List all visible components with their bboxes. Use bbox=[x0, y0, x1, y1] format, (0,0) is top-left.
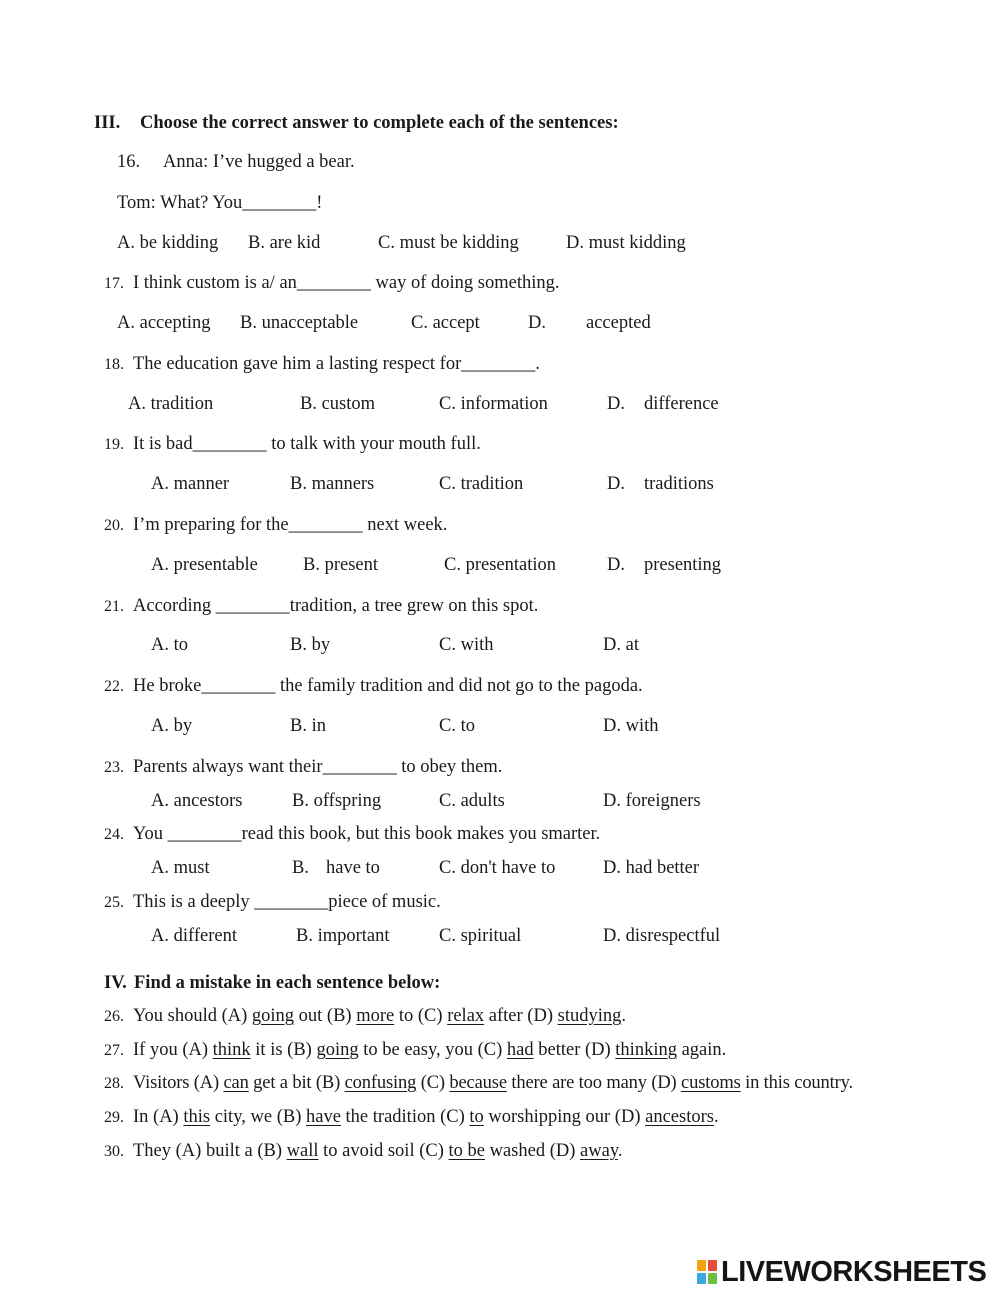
underlined-option-b[interactable]: have bbox=[305, 1107, 341, 1127]
sentence-part: You should (A) bbox=[133, 1006, 252, 1026]
question-number: 23. bbox=[104, 759, 124, 776]
sentence-number: 29. bbox=[104, 1109, 124, 1126]
option-b-text[interactable]: have to bbox=[326, 858, 380, 878]
option-d-letter[interactable]: D. bbox=[607, 394, 625, 414]
option-c[interactable]: C. spiritual bbox=[439, 926, 522, 946]
underlined-option-a[interactable]: think bbox=[212, 1040, 251, 1060]
question-stem: It is bad________ to talk with your mouth full. bbox=[133, 434, 481, 454]
logo-text: LIVEWORKSHEETS bbox=[721, 1256, 987, 1288]
option-d[interactable]: D. had better bbox=[603, 858, 700, 878]
sentence-number: 28. bbox=[104, 1075, 124, 1092]
sentence-number: 30. bbox=[104, 1143, 124, 1160]
question-number: 22. bbox=[104, 678, 124, 695]
option-a[interactable]: A. by bbox=[151, 716, 193, 736]
option-c[interactable]: C. tradition bbox=[439, 474, 524, 494]
logo-square bbox=[697, 1260, 706, 1271]
sentence-part: to (C) bbox=[394, 1006, 448, 1026]
question-stem-reply: Tom: What? You________! bbox=[117, 193, 323, 213]
section-iii-title: Choose the correct answer to complete each of the sentences: bbox=[140, 113, 619, 133]
option-d[interactable]: D. with bbox=[603, 716, 659, 736]
sentence-part: better (D) bbox=[533, 1040, 616, 1060]
sentence-text bbox=[133, 1072, 853, 1094]
underlined-option-d[interactable]: thinking bbox=[615, 1040, 677, 1060]
sentence-part: Visitors (A) bbox=[133, 1073, 224, 1093]
option-b[interactable]: B. offspring bbox=[292, 791, 382, 811]
option-a[interactable]: A. manner bbox=[151, 474, 230, 494]
option-b[interactable]: B. are kid bbox=[248, 233, 321, 253]
option-d[interactable]: D. must kidding bbox=[566, 233, 686, 253]
sentence-part: get a bit (B) bbox=[248, 1073, 345, 1093]
option-b[interactable]: B. custom bbox=[300, 394, 376, 414]
sentence-part: In (A) bbox=[133, 1107, 184, 1127]
option-b[interactable]: B. present bbox=[303, 555, 379, 575]
sentence-text bbox=[133, 1106, 719, 1128]
sentence-number: 27. bbox=[104, 1042, 124, 1059]
underlined-option-d[interactable]: ancestors bbox=[645, 1107, 714, 1127]
sentence-part: it is (B) bbox=[250, 1040, 317, 1060]
sentence-part: . bbox=[713, 1107, 719, 1127]
option-d-letter[interactable]: D. bbox=[607, 555, 625, 575]
section-iv-numeral: IV. bbox=[104, 973, 127, 993]
option-c[interactable]: C. with bbox=[439, 635, 494, 655]
question-number: 25. bbox=[104, 894, 124, 911]
question-number: 21. bbox=[104, 598, 124, 615]
option-c[interactable]: C. information bbox=[439, 394, 548, 414]
option-a[interactable]: A. tradition bbox=[128, 394, 214, 414]
option-d-text[interactable]: presenting bbox=[644, 555, 722, 575]
underlined-option-b[interactable]: confusing bbox=[344, 1073, 417, 1093]
sentence-part: washed (D) bbox=[484, 1141, 581, 1161]
option-c[interactable]: C. presentation bbox=[444, 555, 557, 575]
sentence-part: in this country. bbox=[740, 1073, 854, 1093]
option-b-letter[interactable]: B. bbox=[292, 858, 309, 878]
option-d-letter[interactable]: D. bbox=[607, 474, 625, 494]
sentence-part: again. bbox=[676, 1040, 727, 1060]
logo-square bbox=[697, 1273, 706, 1284]
sentence-part: worshipping our (D) bbox=[483, 1107, 646, 1127]
option-c[interactable]: C. must be kidding bbox=[378, 233, 519, 253]
sentence-part: . bbox=[621, 1006, 626, 1026]
question-stem: This is a deeply ________piece of music. bbox=[133, 892, 441, 912]
option-a[interactable]: A. be kidding bbox=[117, 233, 219, 253]
underlined-option-c[interactable]: relax bbox=[447, 1006, 485, 1026]
question-stem: He broke________ the family tradition and did not go to the pagoda. bbox=[133, 676, 643, 696]
sentence-part: the tradition (C) bbox=[340, 1107, 470, 1127]
question-stem: I’m preparing for the________ next week. bbox=[133, 515, 448, 535]
option-d-letter[interactable]: D. bbox=[528, 313, 546, 333]
option-c[interactable]: C. to bbox=[439, 716, 475, 736]
sentence-part: after (D) bbox=[484, 1006, 558, 1026]
option-b[interactable]: B. manners bbox=[290, 474, 375, 494]
option-a[interactable]: A. must bbox=[151, 858, 210, 878]
option-b[interactable]: B. in bbox=[290, 716, 326, 736]
sentence-part: to avoid soil (C) bbox=[318, 1141, 449, 1161]
underlined-option-d[interactable]: away bbox=[580, 1141, 618, 1161]
option-d-text[interactable]: traditions bbox=[644, 474, 714, 494]
option-a[interactable]: A. ancestors bbox=[151, 791, 243, 811]
question-stem: You ________read this book, but this book makes you smarter. bbox=[133, 824, 601, 844]
option-d-text[interactable]: accepted bbox=[586, 313, 651, 333]
sentence-text bbox=[133, 1005, 626, 1027]
sentence-part: city, we (B) bbox=[210, 1107, 306, 1127]
underlined-option-a[interactable]: this bbox=[183, 1107, 211, 1127]
section-iii-numeral: III. bbox=[94, 113, 121, 133]
question-number: 20. bbox=[104, 517, 124, 534]
sentence-number: 26. bbox=[104, 1008, 124, 1025]
option-d[interactable]: D. at bbox=[603, 635, 639, 655]
option-c[interactable]: C. adults bbox=[439, 791, 505, 811]
question-number: 16. bbox=[117, 152, 141, 172]
liveworksheets-logo bbox=[697, 1255, 986, 1289]
underlined-option-d[interactable]: studying bbox=[557, 1006, 622, 1026]
sentence-text bbox=[133, 1140, 623, 1162]
question-number: 19. bbox=[104, 436, 124, 453]
logo-square bbox=[708, 1273, 717, 1284]
question-stem: The education gave him a lasting respect for________. bbox=[133, 354, 540, 374]
underlined-option-d[interactable]: customs bbox=[681, 1073, 741, 1093]
logo-mark-icon bbox=[697, 1260, 717, 1284]
option-d[interactable]: D. disrespectful bbox=[603, 926, 721, 946]
option-a[interactable]: A. to bbox=[151, 635, 188, 655]
option-d[interactable]: D. foreigners bbox=[603, 791, 701, 811]
underlined-option-c[interactable]: because bbox=[449, 1073, 507, 1093]
option-a[interactable]: A. accepting bbox=[117, 313, 211, 333]
sentence-text bbox=[133, 1039, 726, 1061]
option-d-text[interactable]: difference bbox=[644, 394, 719, 414]
underlined-option-c[interactable]: to be bbox=[448, 1141, 485, 1161]
question-number: 24. bbox=[104, 826, 124, 843]
underlined-option-c[interactable]: to bbox=[469, 1107, 484, 1127]
underlined-option-b[interactable]: going bbox=[316, 1040, 359, 1060]
option-c[interactable]: C. accept bbox=[411, 313, 480, 333]
question-stem: Anna: I’ve hugged a bear. bbox=[163, 152, 355, 172]
sentence-part: to be easy, you (C) bbox=[358, 1040, 507, 1060]
sentence-part: out (B) bbox=[294, 1006, 357, 1026]
question-number: 17. bbox=[104, 275, 124, 292]
option-b[interactable]: B. by bbox=[290, 635, 331, 655]
section-iv-title: Find a mistake in each sentence below: bbox=[134, 973, 441, 993]
underlined-option-b[interactable]: wall bbox=[286, 1141, 319, 1161]
sentence-part: . bbox=[617, 1141, 623, 1161]
underlined-option-a[interactable]: can bbox=[223, 1073, 249, 1093]
question-number: 18. bbox=[104, 356, 124, 373]
sentence-part: If you (A) bbox=[133, 1040, 213, 1060]
option-a[interactable]: A. presentable bbox=[151, 555, 258, 575]
option-a[interactable]: A. different bbox=[151, 926, 237, 946]
sentence-part: there are too many (D) bbox=[506, 1073, 682, 1093]
option-b[interactable]: B. important bbox=[296, 926, 390, 946]
question-stem: According ________tradition, a tree grew on this spot. bbox=[133, 596, 539, 616]
option-b[interactable]: B. unacceptable bbox=[240, 313, 359, 333]
underlined-option-c[interactable]: had bbox=[506, 1040, 534, 1060]
underlined-option-a[interactable]: going bbox=[251, 1006, 295, 1026]
question-stem: I think custom is a/ an________ way of doing something. bbox=[133, 273, 560, 293]
question-stem: Parents always want their________ to obey them. bbox=[133, 757, 503, 777]
option-c[interactable]: C. don't have to bbox=[439, 858, 556, 878]
sentence-part: (C) bbox=[416, 1073, 450, 1093]
underlined-option-b[interactable]: more bbox=[356, 1006, 395, 1026]
sentence-part: They (A) built a (B) bbox=[133, 1141, 287, 1161]
logo-square bbox=[708, 1260, 717, 1271]
